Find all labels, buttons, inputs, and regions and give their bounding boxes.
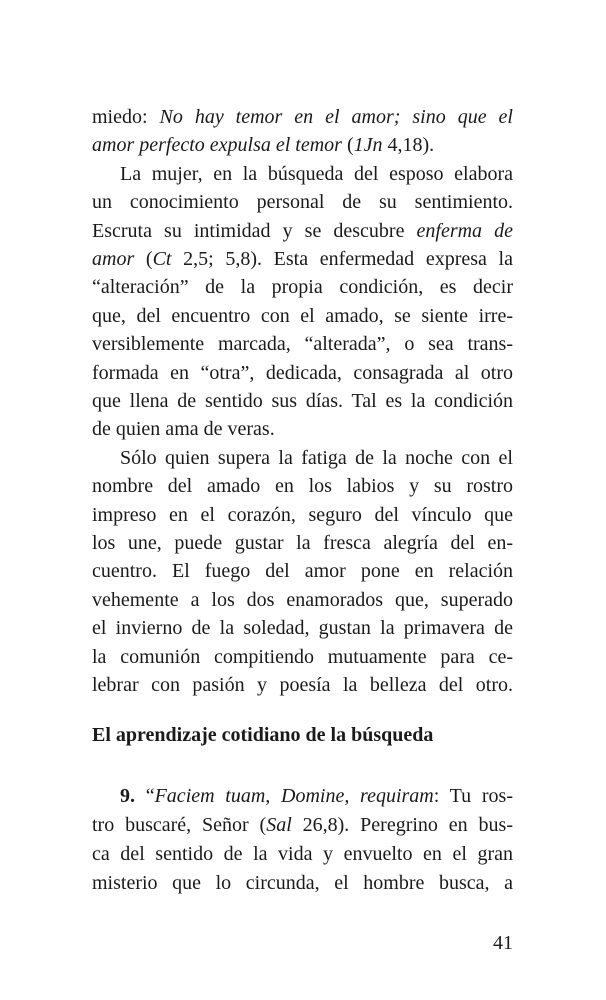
- italic-text: 1Jn: [353, 134, 383, 157]
- bold-text: 9.: [120, 785, 135, 807]
- text-line: [92, 840, 513, 868]
- text-line: [120, 782, 513, 810]
- text: : Tu ros-: [433, 785, 513, 807]
- text: ca del sentido de la vida y envuelto en el gran: [92, 843, 513, 865]
- text-line: [92, 415, 513, 443]
- text-line: [92, 273, 513, 301]
- text-line: [92, 586, 513, 614]
- text: “alteración” de la propia condición, es decir: [92, 276, 513, 299]
- text-line: [92, 387, 513, 415]
- text: (: [341, 134, 354, 157]
- text-line: [92, 302, 513, 330]
- italic-text: enferma de: [416, 219, 513, 242]
- text-line: [92, 529, 513, 557]
- text-line: [92, 671, 513, 699]
- text: el invierno de la soledad, gustan la primavera de: [92, 617, 513, 640]
- italic-text: amor perfecto expulsa el temor: [92, 134, 342, 157]
- text-line: [120, 160, 513, 188]
- text: Escruta su intimidad y se descubre: [92, 219, 417, 242]
- italic-text: No hay temor en el amor; sino que el: [159, 106, 513, 128]
- text: La mujer, en la búsqueda del esposo elabora: [120, 162, 513, 185]
- italic-text: Ct: [152, 248, 172, 270]
- text: nombre del amado en los labios y su rostro: [92, 475, 513, 498]
- text: lebrar con pasión y poesía la belleza del otro.: [92, 674, 513, 696]
- text: Sólo quien supera la fatiga de la noche con el: [120, 446, 513, 469]
- italic-text: Sal: [266, 814, 292, 836]
- text: impreso en el corazón, seguro del vínculo que: [92, 503, 513, 526]
- text: cuentro. El fuego del amor pone en relación: [92, 560, 513, 583]
- text: 4,18).: [382, 134, 435, 157]
- text-line: [120, 444, 513, 472]
- text-line: [92, 643, 513, 671]
- text: que, del encuentro con el amado, se siente irre-: [92, 304, 513, 327]
- text-line: [92, 131, 513, 159]
- text: formada en “otra”, dedicada, consagrada al otro: [92, 361, 513, 384]
- text-line: [92, 245, 513, 273]
- text-line: [92, 557, 513, 585]
- text: vehemente a los dos enamorados que, superado: [92, 588, 513, 611]
- text-line: [92, 472, 513, 500]
- text: miedo:: [92, 106, 160, 128]
- text: la comunión compitiendo mutuamente para ce-: [92, 645, 513, 668]
- text-line: [92, 217, 513, 245]
- text: un conocimiento personal de su sentimiento.: [92, 191, 513, 214]
- text: tro buscaré, Señor (: [92, 814, 267, 836]
- text-line: [92, 869, 513, 897]
- text-line: [92, 103, 513, 131]
- text-line: [92, 811, 513, 839]
- section-heading: El aprendizaje cotidiano de la búsqueda: [92, 724, 434, 746]
- text: 26,8). Peregrino en bus-: [291, 814, 513, 836]
- text: “: [135, 785, 155, 807]
- text: (: [134, 248, 153, 270]
- text: de quien ama de veras.: [92, 418, 275, 441]
- text: 2,5; 5,8). Esta enfermedad expresa la: [171, 248, 513, 270]
- page-number: 41: [493, 932, 513, 954]
- italic-text: Faciem tuam, Domine, requiram: [154, 785, 434, 807]
- text-line: [92, 359, 513, 387]
- text: los une, puede gustar la fresca alegría del en-: [92, 532, 513, 554]
- text: que llena de sentido sus días. Tal es la condición: [92, 390, 513, 412]
- text: versiblemente marcada, “alterada”, o sea trans-: [92, 333, 513, 356]
- italic-text: amor: [92, 248, 135, 270]
- text-line: [92, 188, 513, 216]
- text-line: [92, 614, 513, 642]
- text-line: [92, 330, 513, 358]
- text-line: [92, 501, 513, 529]
- text: misterio que lo circunda, el hombre busca, a: [92, 872, 513, 894]
